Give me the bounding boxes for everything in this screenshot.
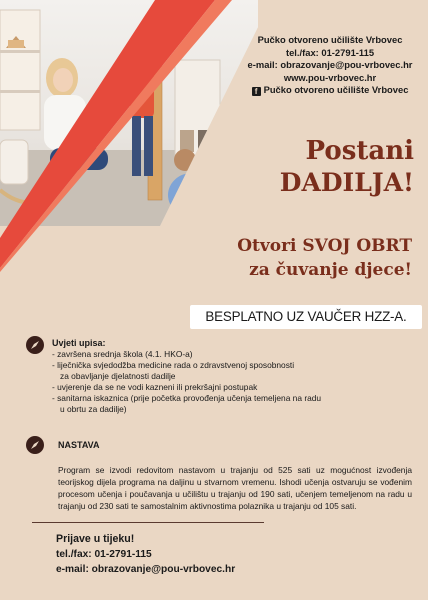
contact-block	[240, 34, 420, 97]
requirements-title: Uvjeti upisa:	[52, 338, 106, 348]
compass-icon	[26, 436, 44, 454]
footer-phone: tel./fax: 01-2791-115	[56, 549, 152, 560]
headline-line2: DADILJA!	[279, 168, 414, 197]
list-item: - uvjerenje da se ne vodi kazneni ili prekršajni postupak	[52, 382, 258, 392]
footer-title: Prijave u tijeku!	[56, 533, 135, 545]
nastava-title: NASTAVA	[58, 440, 100, 450]
headline	[254, 135, 414, 199]
list-item: - liječnička svjedodžba medicine rada o zdravstvenoj sposobnosti	[52, 360, 295, 370]
org-name: Pučko otvoreno učilište Vrbovec	[257, 34, 403, 45]
voucher-banner: BESPLATNO UZ VAUČER HZZ-A.	[190, 305, 422, 329]
list-item: za obavljanje djelatnosti dadilje	[60, 371, 176, 381]
facebook-icon: f	[252, 87, 261, 96]
contact-phone: tel./fax: 01-2791-115	[285, 46, 375, 58]
divider	[32, 522, 264, 523]
list-item: u obrtu za dadilje)	[60, 404, 127, 414]
footer-email[interactable]: e-mail: obrazovanje@pou-vrbovec.hr	[56, 564, 236, 575]
contact-website[interactable]: www.pou-vrbovec.hr	[283, 71, 377, 83]
nastava-description: Program se izvodi redovitom nastavom u trajanju od 525 sati uz mogućnost izvođenja teorijskog dijela programa na daljinu u stvarnom vremenu. Ishodi učenja ostvaruju se vođenim procesom učenja i poučavanja u učilištu u trajanju od 190 sati, učenjem temeljenom na radu u trajanju od 230 sati te samostalnim aktivnostima polaznika u trajanju od 105 sati.	[58, 465, 412, 511]
compass-icon	[26, 336, 44, 354]
headline-line1: Postani	[305, 136, 414, 166]
footer-block	[56, 532, 235, 577]
facebook-label: Pučko otvoreno učilište Vrbovec	[263, 84, 409, 96]
subheadline-line1: Otvori SVOJ OBRT	[237, 236, 412, 256]
list-item: - sanitarna iskaznica (prije početka provođenja učenja temeljena na radu	[52, 393, 322, 403]
requirements-list	[52, 349, 412, 415]
facebook-link[interactable]	[240, 84, 420, 97]
subheadline	[172, 234, 412, 282]
contact-email[interactable]: e-mail: obrazovanje@pou-vrbovec.hr	[247, 59, 413, 71]
subheadline-line2: za čuvanje djece!	[249, 260, 412, 280]
list-item: - završena srednja škola (4.1. HKO-a)	[52, 349, 193, 359]
